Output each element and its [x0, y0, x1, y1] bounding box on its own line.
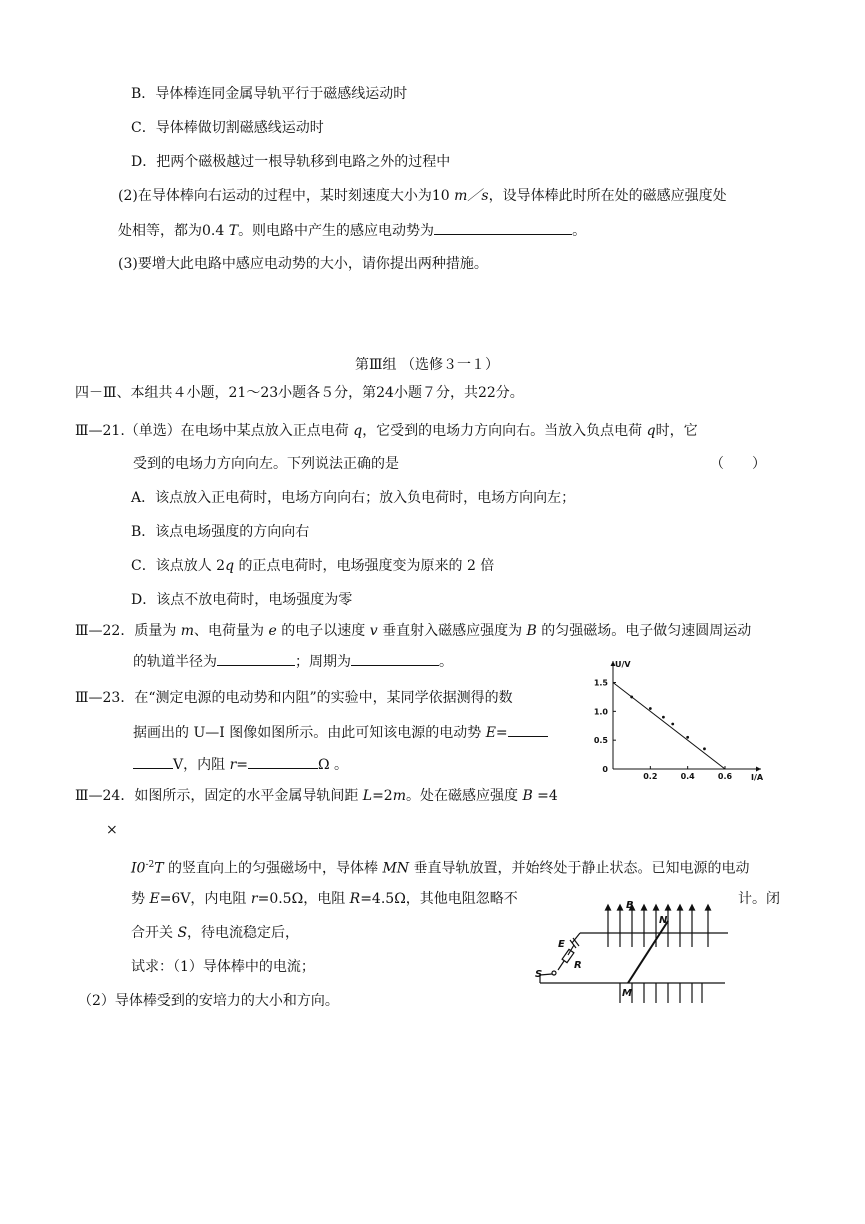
x-axis-arrow — [756, 767, 761, 772]
data-point — [686, 736, 689, 739]
option-c: C．导体棒做切割磁感线运动时 — [131, 120, 324, 136]
y-tick-label: 1.0 — [593, 707, 608, 717]
u-i-graph — [585, 655, 765, 785]
q21-line2: 受到的电场力方向向左。下列说法正确的是 — [133, 456, 399, 472]
data-point — [649, 707, 652, 710]
switch-contact — [552, 971, 556, 975]
q24-line4-end: 计。闭 — [738, 891, 780, 907]
group-title: 第Ⅲ组 （选修３一１） — [355, 357, 499, 373]
q21-option-a: A．该点放入正电荷时，电场方向向右；放入负电荷时，电场方向向左； — [131, 490, 576, 506]
y-axis-label: U/V — [615, 660, 631, 669]
group-intro: 四－Ⅲ、本组共４小题，21～23小题各５分，第24小题７分，共22分。 — [75, 385, 524, 401]
x-tick-label: 0.4 — [680, 772, 695, 781]
q24-line6: 试求：（1）导体棒中的电流； — [131, 959, 315, 975]
y-tick-label: 0 — [602, 765, 608, 774]
q22-line2: 的轨道半径为 ；周期为 。 — [133, 651, 453, 672]
label-e: E — [558, 939, 565, 950]
answer-blank-resistance[interactable] — [248, 754, 318, 769]
q2-line1: (2)在导体棒向右运动的过程中，某时刻速度大小为10 m／s，设导体棒此时所在处的磁感应强度处 — [118, 188, 727, 204]
fit-line — [613, 683, 725, 769]
answer-blank-period[interactable] — [351, 651, 439, 666]
data-point — [703, 747, 706, 750]
answer-blank-emf[interactable] — [434, 220, 572, 235]
q3-line: (3)要增大此电路中感应电动势的大小，请你提出两种措施。 — [118, 256, 488, 272]
answer-bracket[interactable]: （ ） — [710, 456, 766, 472]
label-m: M — [622, 988, 632, 999]
answer-blank-radius[interactable] — [217, 651, 295, 666]
q21-option-b: B．该点电场强度的方向向右 — [131, 524, 310, 540]
field-arrowhead — [666, 905, 671, 910]
rod-mn — [628, 921, 668, 983]
field-arrowhead — [690, 905, 695, 910]
answer-blank-emf-e-part2[interactable] — [133, 754, 173, 769]
times-sign: × — [106, 822, 118, 838]
y-tick-label: 1.5 — [593, 678, 608, 688]
circuit-figure — [530, 895, 735, 1010]
q21-line1: Ⅲ—21.（单选）在电场中某点放入正点电荷 q，它受到的电场力方向向右。当放入负点电荷 q时，它 — [75, 423, 698, 439]
resistor-symbol — [562, 949, 574, 962]
q21-option-c: C．该点放人 2q 的正点电荷时，电场强度变为原来的 2 倍 — [131, 558, 495, 574]
answer-blank-emf-e-part1[interactable] — [508, 722, 548, 737]
q22-line1: Ⅲ—22．质量为 m、电荷量为 e 的电子以速度 v 垂直射入磁感应强度为 B 的匀强磁场。电子做匀速圆周运动 — [75, 623, 752, 639]
q24-line1: Ⅲ—24．如图所示，固定的水平金属导轨间距 L=2m。处在磁感应强度 B =4 — [75, 788, 558, 804]
field-arrowhead — [678, 905, 683, 910]
field-arrowhead — [606, 905, 611, 910]
q24-line5: 合开关 S，待电流稳定后， — [131, 925, 300, 941]
field-label-b: B — [626, 900, 634, 911]
x-axis-label: I/A — [751, 773, 764, 782]
option-b: B．导体棒连同金属导轨平行于磁感线运动时 — [131, 86, 408, 102]
label-s: S — [535, 969, 543, 980]
q24-line7: （2）导体棒受到的安培力的大小和方向。 — [78, 993, 339, 1009]
x-tick-label: 0.2 — [643, 772, 658, 781]
field-arrowhead — [654, 905, 659, 910]
field-arrowhead — [706, 905, 711, 910]
data-point — [630, 696, 633, 699]
label-n: N — [659, 915, 668, 926]
q23-line3: V，内阻 r= Ω 。 — [133, 754, 348, 775]
field-arrowhead — [642, 905, 647, 910]
q23-line2: 据画出的 U—I 图像如图所示。由此可知该电源的电动势 E= — [133, 722, 548, 743]
q24-line4: 势 E=6V，内电阻 r=0.5Ω，电阻 R=4.5Ω，其他电阻忽略不 — [131, 891, 518, 907]
q24-line3: $I0^{-2}T$ 的竖直向上的匀强磁场中，导体棒 MN 垂直导轨放置，并始终处于静止状态。已知电源的电动 — [131, 860, 750, 877]
y-tick-label: 0.5 — [593, 736, 608, 746]
data-point — [671, 723, 674, 726]
option-d: D．把两个磁极越过一根导轨移到电路之外的过程中 — [131, 154, 451, 170]
q2-line2: 处相等，都为0.4 T。则电路中产生的感应电动势为 。 — [118, 220, 586, 241]
label-r: R — [574, 960, 582, 971]
x-tick-label: 0.6 — [717, 772, 733, 781]
data-point — [662, 716, 665, 719]
q23-line1: Ⅲ—23．在“测定电源的电动势和内阻”的实验中，某同学依据测得的数 — [75, 690, 513, 706]
q21-option-d: D．该点不放电荷时，电场强度为零 — [131, 592, 353, 608]
field-arrowhead — [618, 905, 623, 910]
